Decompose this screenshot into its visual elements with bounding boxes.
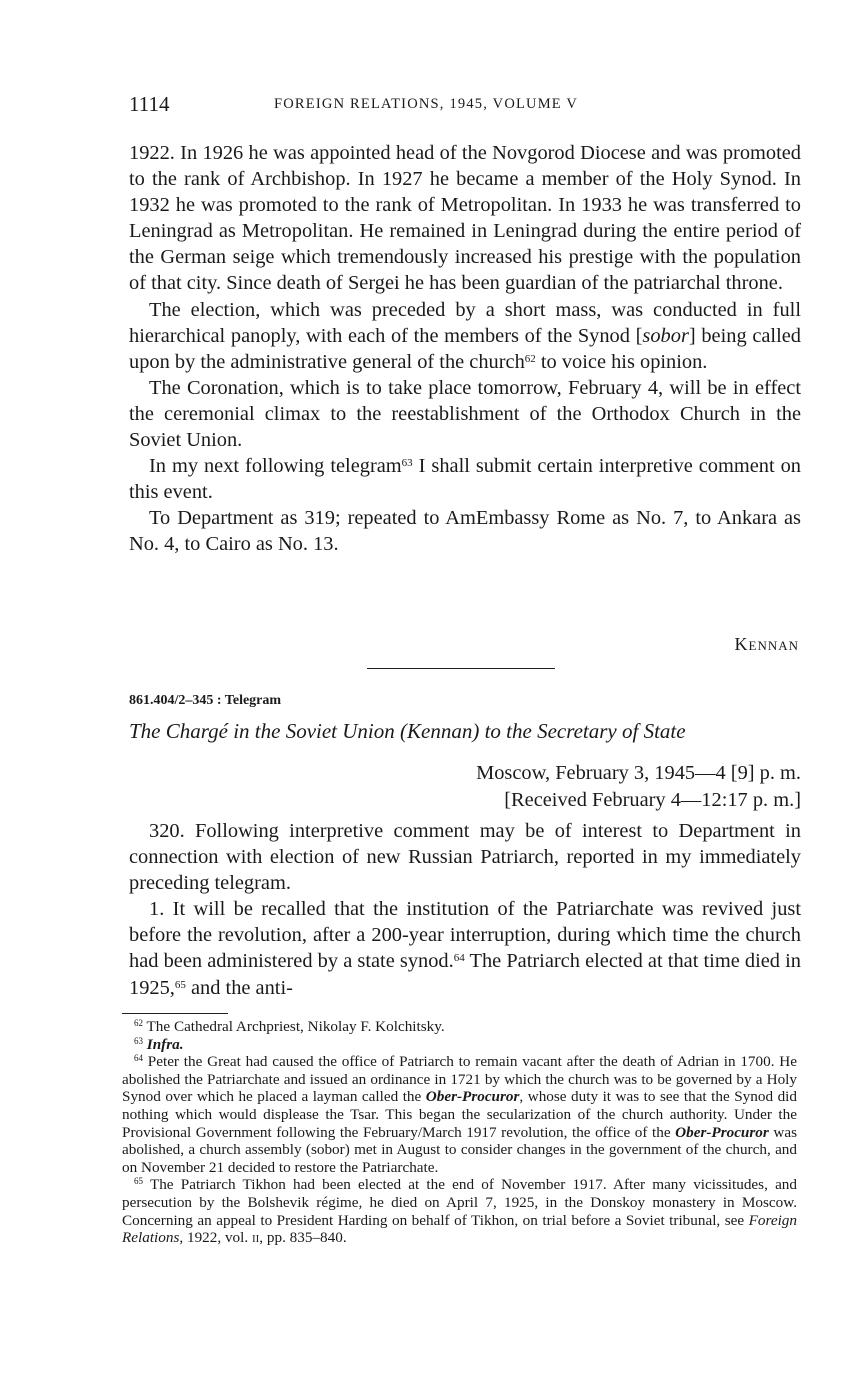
- footnote-63: $^{63}$ Infra.: [134, 1035, 184, 1053]
- sent-date: Moscow, February 3, 1945—4 [9] p. m.: [476, 762, 801, 784]
- footnote-64: $^{64}$ Peter the Great had caused the office of Patriarch to remain vacant after the death of Adrian in 1700. He abolished the Patriarchate and issued an ordinance in 1721 by which the church was to be governed by a Holy Synod over which he placed a layman called the Ober-Procuror, whose duty it was to see that the Synod did nothing which would displease the Tsar. This began the secularization of the church authority. Under the Provisional Government following the February/March 1917 revolution, the office of the Ober-Procuror was abolished, a church assembly (sobor) met in August to consider changes in the government of the church, and on November 21 decided to restore the Patriarchate.: [122, 1053, 797, 1176]
- footnote-divider: [122, 1013, 228, 1014]
- received-date: [Received February 4—12:17 p. m.]: [504, 789, 801, 811]
- footnote-62: $^{62}$ The Cathedral Archpriest, Nikolay F. Kolchitsky.: [134, 1018, 445, 1035]
- paragraph-department: To Department as 319; repeated to AmEmbassy Rome as No. 7, to Ankara as No. 4, to Cairo as No. 13.: [129, 507, 801, 556]
- signature: Kennan: [734, 634, 799, 654]
- body-text-telegram: [129, 818, 801, 1001]
- paragraph-continuation: 1922. In 1926 he was appointed head of the Novgorod Diocese and was promoted to the rank of Archbishop. In 1927 he became a member of the Holy Synod. In 1932 he was promoted to the rank of Metropolitan. In 1933 he was transferred to Leningrad as Metropolitan. He remained in Leningrad during the entire period of the German seige which tremendously increased his prestige with the population of that city. Since death of Sergei he has been guardian of the patriarchal throne.: [129, 142, 801, 295]
- footnote-ref-64[interactable]: 64: [453, 952, 465, 965]
- section-divider: [367, 668, 555, 669]
- page-number: 1114: [129, 92, 170, 116]
- footnote-ref-62[interactable]: 62: [524, 352, 536, 365]
- paragraph-next-telegram: In my next following telegram$^{63}$ I shall submit certain interpretive comment on this event.: [129, 455, 801, 504]
- paragraph-1: 1. It will be recalled that the institution of the Patriarchate was revived just before the revolution, after a 200-year interruption, during which time the church had been administered by a state synod.$^{64}$ The Patriarch elected at that time died in 1925,65 and the anti-: [129, 898, 801, 999]
- term-sobor: sobor: [642, 324, 689, 347]
- footnote-ref-65[interactable]: 65: [174, 978, 186, 991]
- paragraph-coronation: The Coronation, which is to take place tomorrow, February 4, will be in effect the ceremonial climax to the reestablishment of the Orthodox Church in the Soviet Union.: [129, 376, 801, 452]
- footnotes: [122, 1018, 797, 1247]
- footnote-65: $^{65}$ The Patriarch Tikhon had been elected at the end of November 1917. After many vicissitudes, and persecution by the Bolshevik régime, he died on April 7, 1925, in the Donskoy monastery in Moscow. Concerning an appeal to President Harding on behalf of Tikhon, on trial before a Soviet tribunal, see Foreign Relations, 1922, vol. ii, pp. 835–840.: [122, 1176, 797, 1247]
- page-header: [129, 92, 797, 122]
- running-head: FOREIGN RELATIONS, 1945, VOLUME V: [274, 96, 579, 112]
- body-text-top: [129, 140, 801, 558]
- footnote-ref-63[interactable]: 63: [401, 457, 413, 470]
- file-reference: 861.404/2–345 : Telegram: [129, 693, 282, 708]
- paragraph-election: The election, which was preceded by a short mass, was conducted in full hierarchical panoply, with each of the members of the Synod [sobor] being called upon by the administrative general of the church$^{62}$ to voice his opinion.: [129, 298, 801, 373]
- document-title: The Chargé in the Soviet Union (Kennan) to the Secretary of State: [129, 719, 686, 743]
- paragraph-320: 320. Following interpretive comment may be of interest to Department in connection with election of new Russian Patriarch, reported in my immediately preceding telegram.: [129, 820, 801, 895]
- citation-foreign-relations: Foreign Relations: [122, 1211, 797, 1247]
